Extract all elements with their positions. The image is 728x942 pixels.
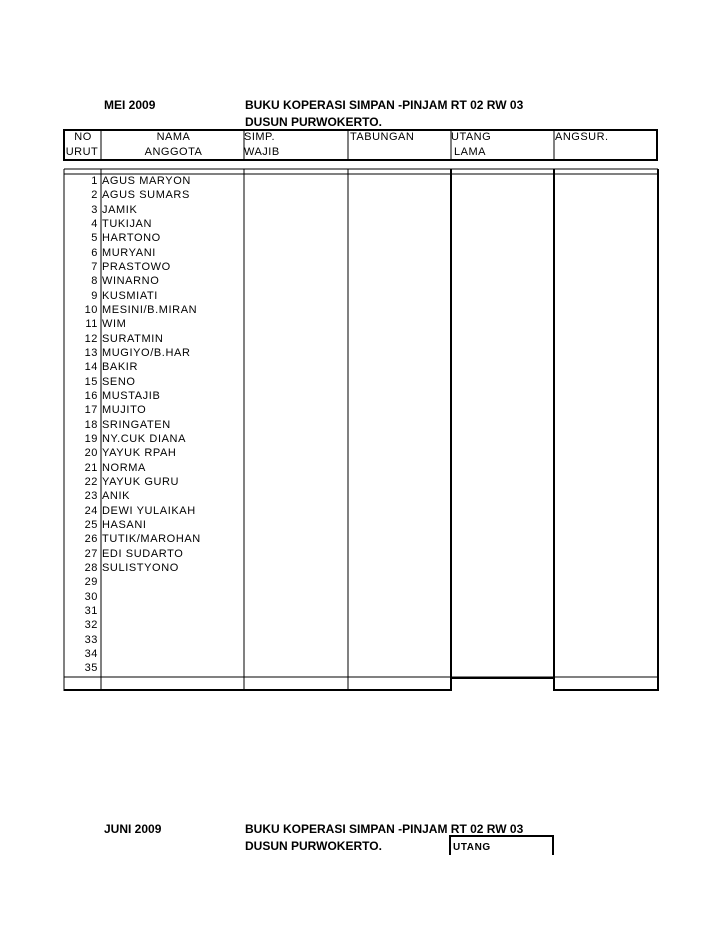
row-number: 26 [84,533,98,546]
table-row [63,289,659,303]
header-simp: SIMP. [244,131,276,143]
ledger-table [63,129,659,692]
row-number: 18 [84,418,98,431]
table-row [63,418,659,432]
row-number: 10 [84,303,98,316]
member-name [102,661,244,675]
member-name: KUSMIATI [102,289,158,302]
member-name [102,575,244,589]
table-row [63,432,659,446]
row-number: 30 [84,590,98,603]
table-row [63,375,659,389]
header-utang: UTANG [451,131,492,143]
row-number: 16 [84,389,98,402]
member-name: PRASTOWO [102,260,171,273]
member-name [102,618,244,632]
table-row [63,661,659,675]
member-name: AGUS SUMARS [102,189,190,202]
member-name: MUSTAJIB [102,389,161,402]
table-row [63,303,659,317]
table-row [63,604,659,618]
row-number: 5 [91,232,98,245]
row-number: 32 [84,619,98,632]
row-number: 31 [84,604,98,617]
row-number: 4 [91,217,98,230]
table-row [63,618,659,632]
table-row [63,633,659,647]
member-name: MURYANI [102,246,156,259]
row-number: 2 [91,189,98,202]
member-name: AGUS MARYON [102,175,191,187]
row-number: 20 [84,447,98,460]
table-row [63,547,659,561]
header-wajib: WAJIB [244,146,280,158]
row-number: 23 [84,490,98,503]
row-number: 3 [91,203,98,216]
member-name: WIM [102,318,127,331]
member-name: NORMA [102,461,146,474]
member-name: HARTONO [102,232,161,245]
row-number: 19 [84,432,98,445]
table-row [63,518,659,532]
table-row [63,360,659,374]
table-row [63,246,659,260]
member-name: ANIK [102,490,131,503]
page-title: BUKU KOPERASI SIMPAN -PINJAM RT 02 RW 03 [245,98,524,112]
member-name: SENO [102,375,136,388]
header-no: NO [74,131,92,143]
member-name: MESINI/B.MIRAN [102,303,198,316]
header-tabungan: TABUNGAN [350,131,415,143]
row-number: 21 [84,461,98,474]
member-name [102,604,244,618]
utang-box [449,835,554,855]
table-row [63,475,659,489]
table-row [63,188,659,202]
member-name: WINARNO [102,275,160,288]
table-row [63,260,659,274]
page-subtitle: DUSUN PURWOKERTO. [245,115,382,129]
table-row [63,575,659,589]
member-name: HASANI [102,518,147,531]
table-row [63,346,659,360]
header-lama: LAMA [454,146,486,158]
table-row [63,332,659,346]
table-row [63,446,659,460]
row-number: 34 [84,647,98,660]
month-label-2: JUNI 2009 [104,822,162,836]
row-number: 7 [91,260,98,273]
header-urut: URUT [65,146,99,158]
row-number: 1 [91,175,98,187]
table-row [63,590,659,604]
member-name [102,647,244,661]
row-number: 22 [84,475,98,488]
header-angsur: ANGSUR. [555,131,609,143]
month-label: MEI 2009 [104,98,156,112]
member-name: TUKIJAN [102,217,153,230]
row-number: 8 [91,275,98,288]
table-row [63,274,659,288]
member-name: BAKIR [102,361,139,374]
row-number: 14 [84,361,98,374]
header-anggota: ANGGOTA [144,146,203,158]
row-number: 12 [84,332,98,345]
table-row [63,561,659,575]
member-name: YAYUK RPAH [102,447,177,460]
page-subtitle-2: DUSUN PURWOKERTO. [245,839,382,853]
row-number: 9 [91,289,98,302]
table-row [63,174,659,188]
member-name: SRINGATEN [102,418,171,431]
row-number: 15 [84,375,98,388]
table-row [63,647,659,661]
row-number: 29 [84,576,98,589]
member-name: MUGIYO/B.HAR [102,346,191,359]
member-name: MUJITO [102,404,147,417]
table-row [63,532,659,546]
row-number: 13 [84,346,98,359]
member-name: NY.CUK DIANA [102,432,187,445]
table-row [63,231,659,245]
row-number: 35 [84,662,98,675]
table-row [63,461,659,475]
utang-label: UTANG [453,842,491,853]
table-row [63,489,659,503]
row-number: 25 [84,518,98,531]
table-row [63,403,659,417]
table-row [63,504,659,518]
row-number: 27 [84,547,98,560]
row-number: 11 [85,318,98,331]
row-number: 24 [84,504,98,517]
row-number: 33 [84,633,98,646]
table-row [63,217,659,231]
member-name: JAMIK [102,203,138,216]
member-name: SURATMIN [102,332,164,345]
member-name: EDI SUDARTO [102,547,184,560]
member-name [102,590,244,604]
table-row [63,317,659,331]
page-title-2: BUKU KOPERASI SIMPAN -PINJAM RT 02 RW 03 [245,822,524,836]
row-number: 28 [84,561,98,574]
member-name [102,633,244,647]
member-name: SULISTYONO [102,561,179,574]
member-name: YAYUK GURU [102,475,180,488]
row-number: 6 [91,246,98,259]
member-name: TUTIK/MAROHAN [102,533,201,546]
table-row [63,389,659,403]
member-name: DEWI YULAIKAH [102,504,196,517]
header-nama: NAMA [156,131,191,143]
row-number: 17 [84,404,98,417]
table-row [63,203,659,217]
